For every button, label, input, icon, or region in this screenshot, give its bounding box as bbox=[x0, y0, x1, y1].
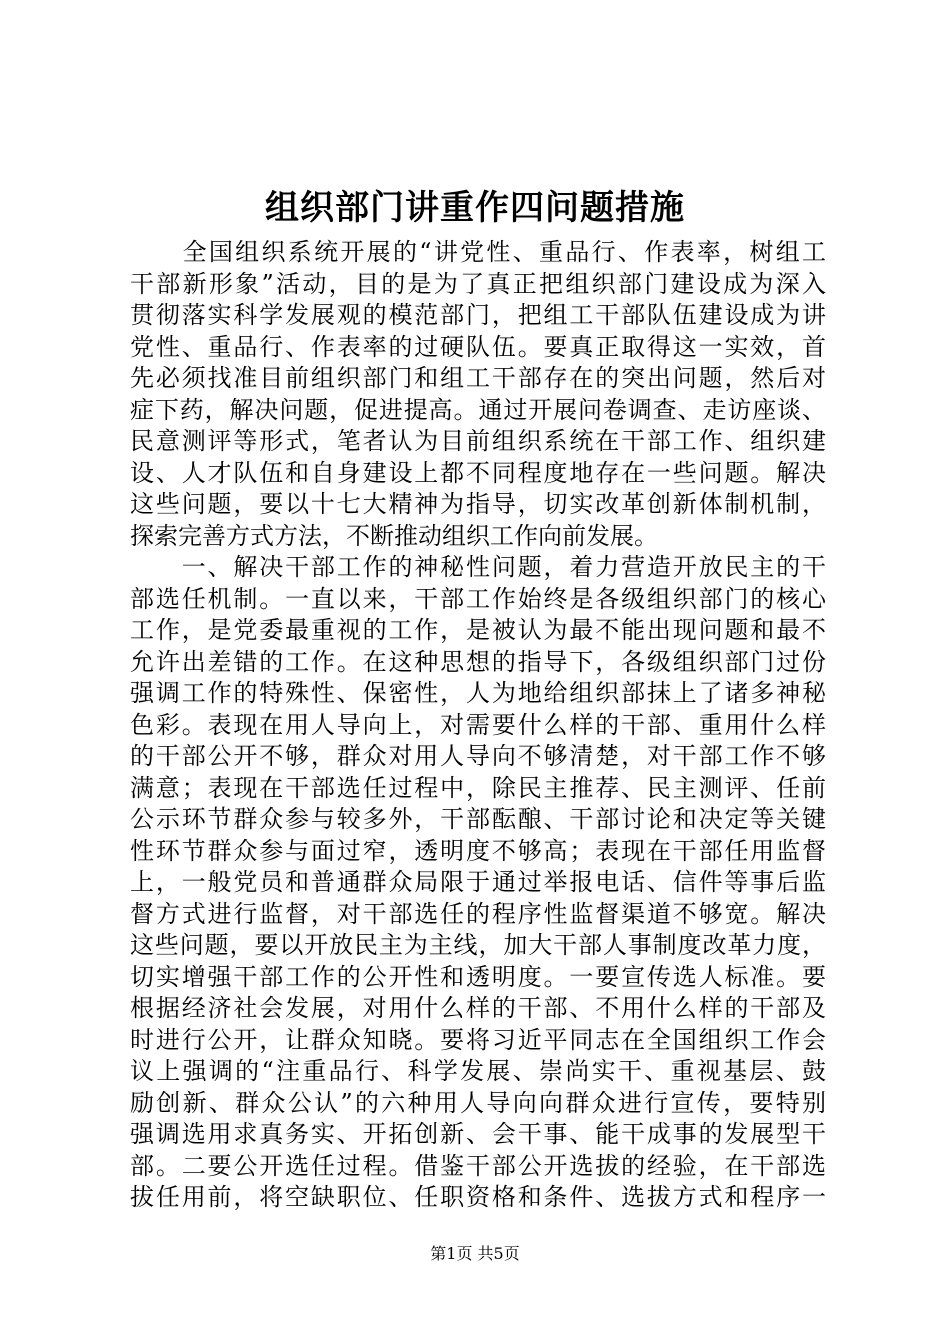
body-line: 色彩。表现在用人导向上，对需要什么样的干部、重用什么样 bbox=[130, 710, 826, 739]
body-line: 时进行公开，让群众知晓。要将习近平同志在全国组织工作会 bbox=[130, 1025, 826, 1054]
body-line: 一、解决干部工作的神秘性问题，着力营造开放民主的干 bbox=[130, 553, 826, 581]
body-line: 党性、重品行、作表率的过硬队伍。要真正取得这一实效，首 bbox=[130, 332, 826, 361]
body-line: 公示环节群众参与较多外，干部酝酿、干部讨论和决定等关键 bbox=[130, 805, 826, 833]
body-line: 强调选用求真务实、开拓创新、会干事、能干成事的发展型干 bbox=[130, 1120, 826, 1148]
document-title: 组织部门讲重作四问题措施 bbox=[265, 188, 685, 228]
body-line: 督方式进行监督，对干部选任的程序性监督渠道不够宽。解决 bbox=[130, 899, 826, 928]
body-line: 贯彻落实科学发展观的模范部门，把组工干部队伍建设成为讲 bbox=[130, 301, 826, 329]
body-line: 根据经济社会发展，对用什么样的干部、不用什么样的干部及 bbox=[130, 994, 826, 1022]
body-line: 这些问题，要以开放民主为主线，加大干部人事制度改革力度， bbox=[130, 931, 826, 959]
body-line: 拔任用前，将空缺职位、任职资格和条件、选拔方式和程序一 bbox=[130, 1183, 826, 1211]
body-line: 性环节群众参与面过窄，透明度不够高；表现在干部任用监督 bbox=[130, 836, 826, 865]
body-line: 症下药，解决问题，促进提高。通过开展问卷调查、走访座谈、 bbox=[130, 395, 826, 424]
body-line: 先必须找准目前组织部门和组工干部存在的突出问题，然后对 bbox=[130, 364, 826, 392]
body-line: 强调工作的特殊性、保密性，人为地给组织部抹上了诸多神秘 bbox=[130, 679, 826, 707]
body-line: 全国组织系统开展的“讲党性、重品行、作表率，树组工 bbox=[130, 238, 826, 266]
body-line: 探索完善方式方法，不断推动组织工作向前发展。 bbox=[130, 521, 658, 550]
body-line: 励创新、群众公认”的六种用人导向向群众进行宣传，要特别 bbox=[130, 1088, 826, 1117]
body-line: 部选任机制。一直以来，干部工作始终是各级组织部门的核心 bbox=[130, 584, 826, 613]
body-line: 设、人才队伍和自身建设上都不同程度地存在一些问题。解决 bbox=[130, 458, 826, 487]
body-line: 的干部公开不够，群众对用人导向不够清楚，对干部工作不够 bbox=[130, 742, 826, 770]
body-line: 切实增强干部工作的公开性和透明度。一要宣传选人标准。要 bbox=[130, 962, 826, 991]
body-line: 允许出差错的工作。在这种思想的指导下，各级组织部门过份 bbox=[130, 647, 826, 676]
body-line: 议上强调的“注重品行、科学发展、崇尚实干、重视基层、鼓 bbox=[130, 1057, 826, 1085]
body-line: 上，一般党员和普通群众局限于通过举报电话、信件等事后监 bbox=[130, 868, 826, 896]
document-body bbox=[130, 237, 826, 1214]
page-footer: 第1页 共5页 bbox=[430, 1244, 520, 1263]
body-line: 部。二要公开选任过程。借鉴干部公开选拔的经验，在干部选 bbox=[130, 1151, 826, 1180]
body-line: 民意测评等形式，笔者认为目前组织系统在干部工作、组织建 bbox=[130, 427, 826, 455]
body-line: 这些问题，要以十七大精神为指导，切实改革创新体制机制， bbox=[130, 490, 826, 518]
body-line: 满意；表现在干部选任过程中，除民主推荐、民主测评、任前 bbox=[130, 773, 826, 802]
body-line: 工作，是党委最重视的工作，是被认为最不能出现问题和最不 bbox=[130, 616, 826, 644]
body-line: 干部新形象”活动，目的是为了真正把组织部门建设成为深入 bbox=[130, 269, 826, 298]
